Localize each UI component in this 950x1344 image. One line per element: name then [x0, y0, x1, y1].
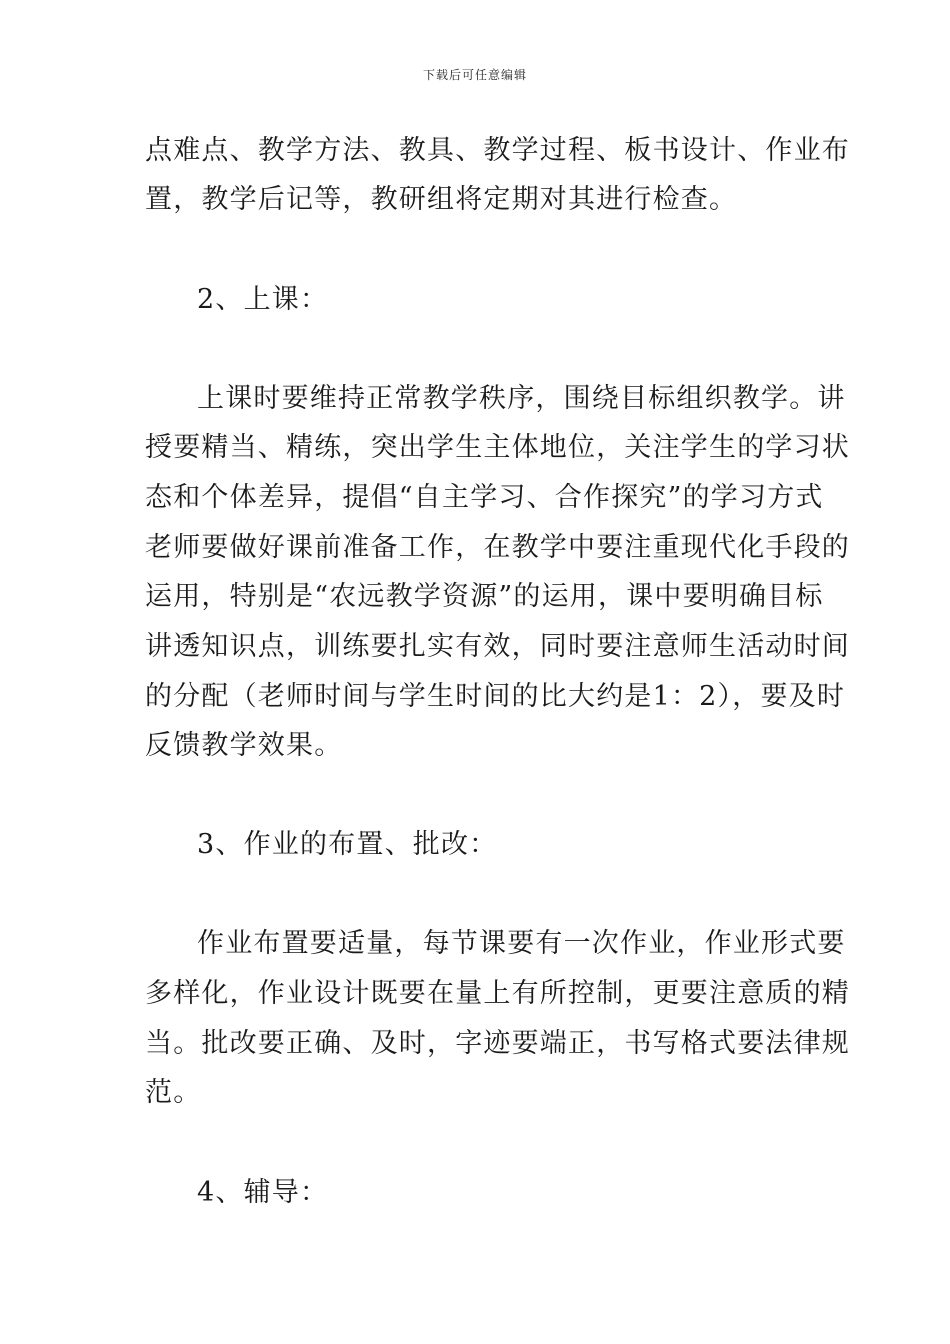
- section-heading-4: 4、辅导：: [197, 1177, 329, 1208]
- para2-line-4: 老师要做好课前准备工作，在教学中要注重现代化手段的: [145, 532, 850, 563]
- para2-line-3: 态和个体差异，提倡“自主学习、合作探究”的学习方式: [145, 482, 824, 513]
- para2-line-7: 的分配（老师时间与学生时间的比大约是1：2），要及时: [145, 681, 846, 712]
- para1-line-1: 点难点、教学方法、教具、教学过程、板书设计、作业布: [145, 135, 850, 166]
- para2-line-6: 讲透知识点，训练要扎实有效，同时要注意师生活动时间: [145, 631, 850, 662]
- para3-line-2: 多样化，作业设计既要在量上有所控制，更要注意质的精: [145, 978, 850, 1009]
- para1-line-2: 置，教学后记等，教研组将定期对其进行检查。: [145, 184, 738, 215]
- para2-line-1: 上课时要维持正常教学秩序，围绕目标组织教学。讲: [197, 383, 846, 414]
- header-note: 下载后可任意编辑: [422, 68, 527, 82]
- para3-line-3: 当。批改要正确、及时，字迹要端正，书写格式要法律规: [145, 1028, 850, 1059]
- para3-line-4: 范。: [145, 1077, 202, 1108]
- para2-line-8: 反馈教学效果。: [145, 730, 343, 761]
- para2-line-5: 运用，特别是“农远教学资源”的运用，课中要明确目标: [145, 581, 824, 612]
- para2-line-2: 授要精当、精练，突出学生主体地位，关注学生的学习状: [145, 432, 850, 463]
- para3-line-1: 作业布置要适量，每节课要有一次作业，作业形式要: [197, 928, 846, 959]
- section-heading-3: 3、作业的布置、批改：: [197, 829, 498, 860]
- section-heading-2: 2、上课：: [197, 284, 329, 315]
